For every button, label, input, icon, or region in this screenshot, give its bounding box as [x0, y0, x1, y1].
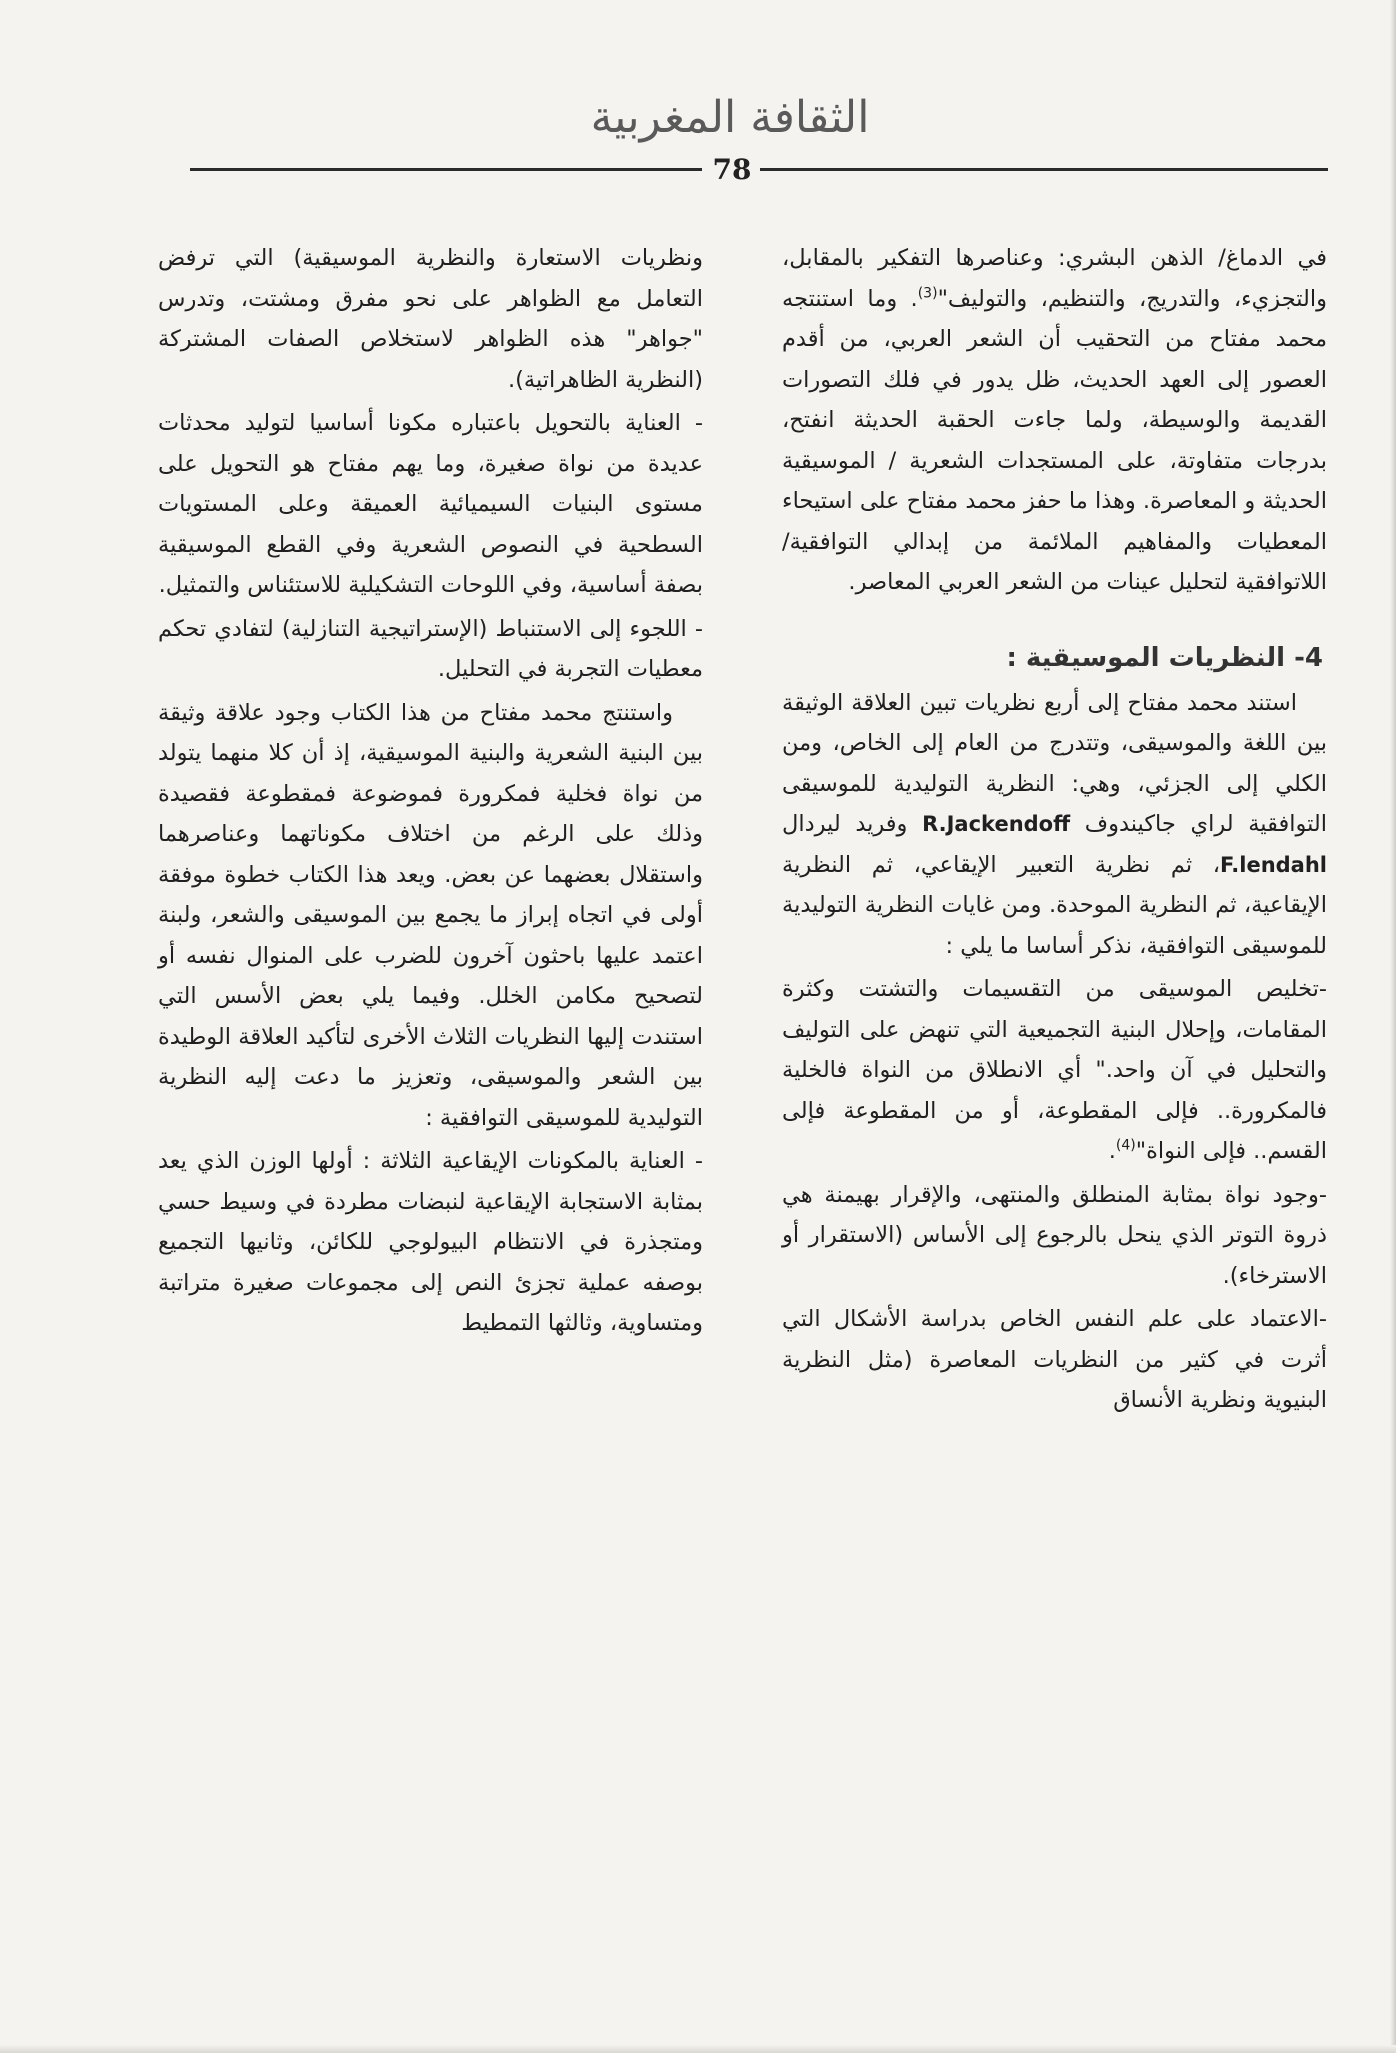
paragraph-text: . وما استنتجه محمد مفتاح من التحقيب أن الشعر العربي، من أقدم العصور إلى العهد الحديث، ظل يدور في فلك التصورات القديمة والوسيطة، ولما جاءت الحقبة الحديثة انفتح، بدرجات متفاوتة، على المستجدات الشعرية / الموسيقية الحديثة و المعاصرة. وهذا ما حفز محمد مفتاح على استيحاء المعطيات والمفاهيم الملائمة من إبدالي التوافقية/ اللاتوافقية لتحليل عينات من الشعر العربي المعاصر.: [782, 285, 1327, 595]
left-column: [158, 238, 703, 1347]
paragraph-text: استند محمد مفتاح إلى أربع نظريات تبين العلاقة الوثيقة بين اللغة والموسيقى، وتتدرج من العام إلى الخاص، ومن الكلي إلى الجزئي، وهي: النظرية التوليدية للموسيقى التوافقية لراي جاكيندوف: [782, 689, 1327, 837]
header-rule-right: [760, 168, 1328, 171]
paragraph: - اللجوء إلى الاستنباط (الإستراتيجية التنازلية) لتفادي تحكم معطيات التجربة في التحليل.: [158, 615, 703, 682]
footnote-ref: (3): [917, 285, 938, 301]
author-name-latin: F.lendahl: [1220, 852, 1327, 877]
running-header-title: الثقافة المغربية: [590, 92, 870, 143]
paragraph-text: .: [1108, 1138, 1116, 1164]
page-bottom-edge: [0, 2045, 1396, 2053]
header-rule-left: [190, 168, 702, 171]
footnote-ref: (4): [1115, 1137, 1136, 1154]
page-number: 78: [712, 153, 752, 186]
paragraph: [782, 683, 1327, 967]
page-edge: [1390, 0, 1396, 2053]
paragraph: -الاعتماد على علم النفس الخاص بدراسة الأشكال التي أثرت في كثير من النظريات المعاصرة (مثل النظرية البنيوية ونظرية الأنساق: [782, 1306, 1327, 1413]
section-heading: 4- النظريات الموسيقية :: [1006, 642, 1323, 673]
author-name-latin: R.Jackendoff: [922, 812, 1071, 836]
paragraph: ونظريات الاستعارة والنظرية الموسيقية) التي ترفض التعامل مع الظواهر على نحو مفرق ومشتت، وتدرس "جواهر" هذه الظواهر لاستخلاص الصفات المشتركة (النظرية الظاهراتية).: [158, 245, 703, 393]
paragraph: - العناية بالتحويل باعتباره مكونا أساسيا لتوليد محدثات عديدة من نواة صغيرة، وما يهم مفتاح هو التحويل على مستوى البنيات السيميائية العميقة وعلى المستويات السطحية في النصوص الشعرية وفي القطع الموسيقية بصفة أساسية، وفي اللوحات التشكيلية للاستئناس والتمثيل.: [158, 410, 703, 598]
paragraph: واستنتج محمد مفتاح من هذا الكتاب وجود علاقة وثيقة بين البنية الشعرية والبنية الموسيقية، إذ أن كلا منهما يتولد من نواة فخلية فمكرورة فموضوعة فمقطوعة فقصيدة وذلك على الرغم من اختلاف مكوناتهما وعناصرهما واستقلال بعضهما عن بعض. ويعد هذا الكتاب خطوة موفقة أولى في اتجاه إبراز ما يجمع بين الموسيقى والشعر، ولبنة اعتمد عليها باحثون آخرون للضرب على المنوال نفسه أو لتصحيح مكامن الخلل. وفيما يلي بعض الأسس التي استندت إليها النظريات الثلاث الأخرى لتأكيد العلاقة الوطيدة بين الشعر والموسيقى، وتعزيز ما دعت إليه النظرية التوليدية للموسيقى التوافقية :: [158, 699, 703, 1131]
paragraph: -وجود نواة بمثابة المنطلق والمنتهى، والإقرار بهيمنة هي ذروة التوتر الذي ينحل بالرجوع إلى الأساس (الاستقرار أو الاسترخاء).: [782, 1181, 1327, 1289]
paragraph: [782, 969, 1327, 1172]
right-column: [782, 238, 1327, 1424]
paragraph-text: وفريد ليردال: [782, 811, 908, 837]
paragraph: - العناية بالمكونات الإيقاعية الثلاثة : أولها الوزن الذي يعد بمثابة الاستجابة الإيقاعية لنبضات مطردة في وسيط حسي ومتجذرة في الانتظام البيولوجي للكائن، وثانيها التجميع بوصفه عملية تجزئ النص إلى مجموعات صغيرة متراتبة ومتساوية، وثالثها التمطيط: [158, 1148, 703, 1336]
paragraph-text: -تخليص الموسيقى من التقسيمات والتشتت وكثرة المقامات، وإحلال البنية التجميعية التي تنهض على التوليف والتحليل في آن واحد." أي الانطلاق من النواة فالخلية فالمكرورة.. فإلى المقطوعة، أو من المقطوعة فإلى القسم.. فإلى النواة": [782, 976, 1327, 1164]
paragraph-text: في الدماغ/ الذهن البشري: وعناصرها التفكير بالمقابل، والتجزيء، والتدريج، والتنظيم، والتوليف": [782, 245, 1327, 312]
paragraph: [782, 238, 1327, 603]
paragraph-text: ، ثم نظرية التعبير الإيقاعي، ثم النظرية الإيقاعية، ثم النظرية الموحدة. ومن غايات النظرية التوليدية للموسيقى التوافقية، نذكر أساسا ما يلي :: [782, 851, 1327, 959]
